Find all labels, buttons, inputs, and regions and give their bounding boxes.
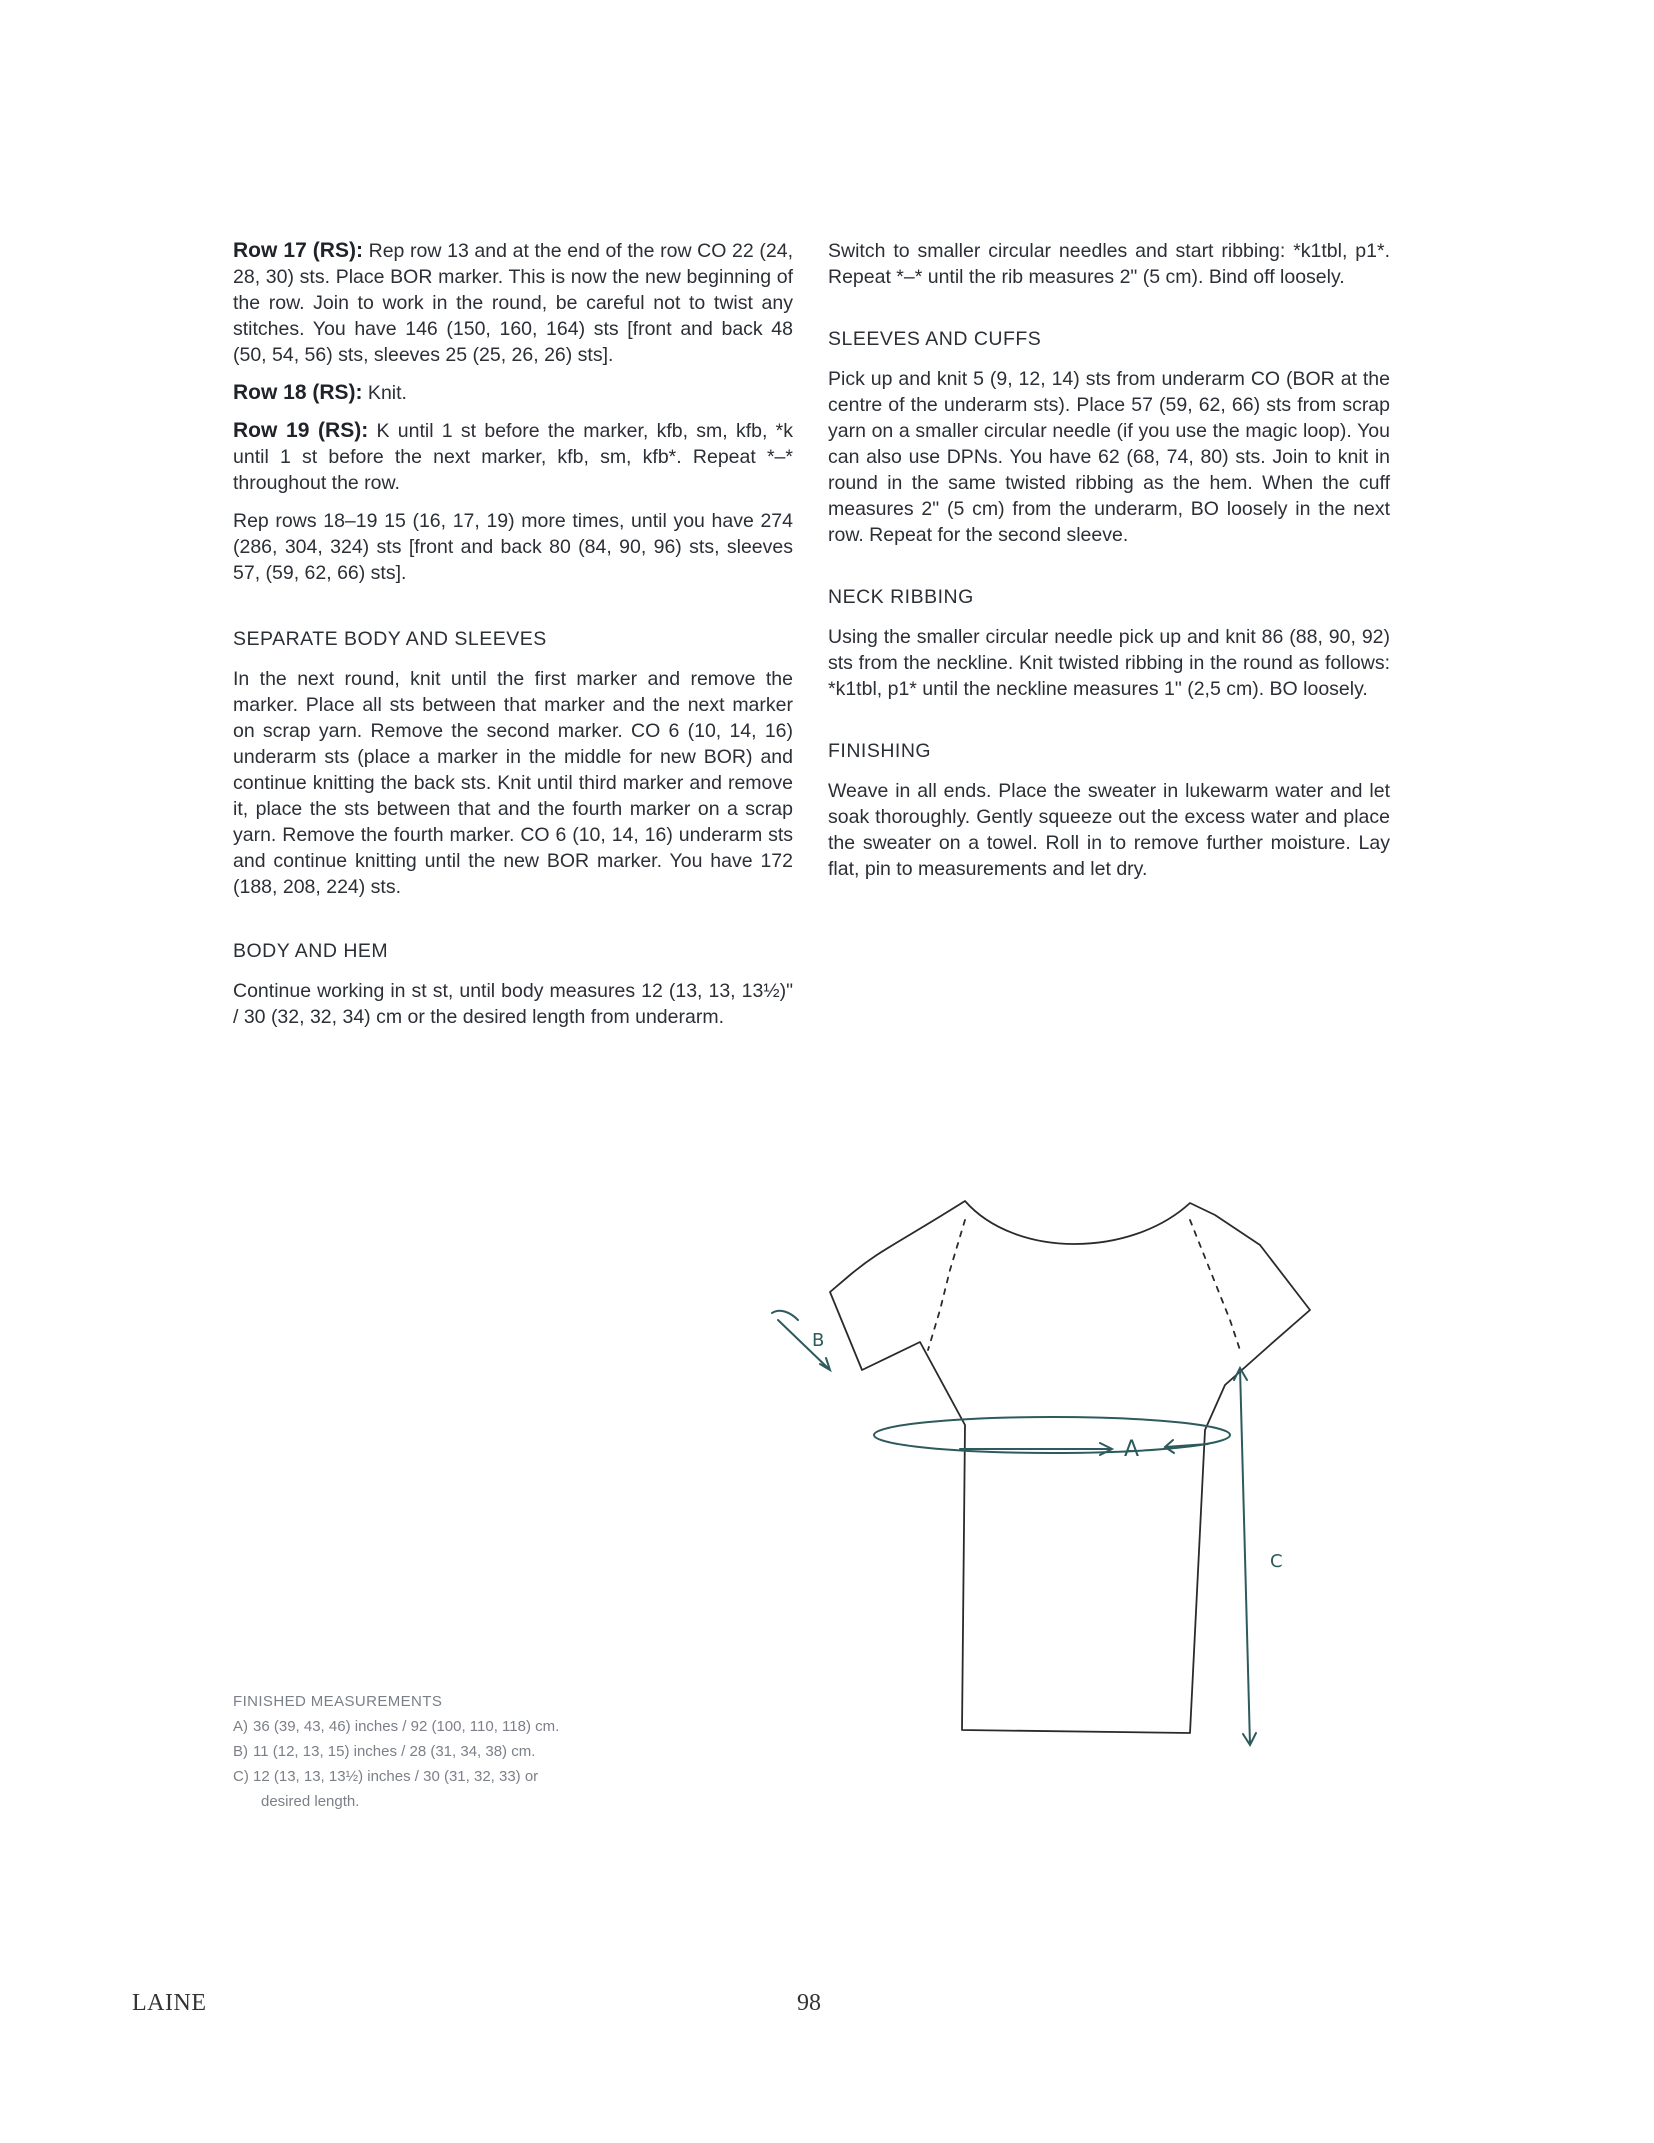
diagram-label-c: C: [1270, 1551, 1283, 1572]
finished-measurements: [233, 1689, 653, 1814]
sleeves-cuffs-paragraph: Pick up and knit 5 (9, 12, 14) sts from underarm CO (BOR at the centre of the underarm sts). Place 57 (59, 62, 66) sts from scrap yarn on a smaller circular needle (if you use the magic loop). You can also use DPNs. You have 62 (68, 74, 80) sts. Join to knit in round in the same twisted ribbing as the hem. When the cuff measures 2" (5 cm) from the underarm, BO loosely in the next row. Repeat for the second sleeve.: [828, 368, 1390, 546]
measurement-a-text: 36 (39, 43, 46) inches / 92 (100, 110, 118) cm.: [253, 1718, 560, 1735]
arrow-a-right: [1165, 1440, 1208, 1453]
row17-paragraph: [233, 238, 793, 368]
separate-body-heading: SEPARATE BODY AND SLEEVES: [233, 628, 547, 650]
row18-text: Knit.: [362, 382, 407, 404]
row19-text: K until 1 st before the marker, kfb, sm, kfb, *k until 1 st before the next marker, kfb, sm, kfb*. Repeat *–* throughout the row.: [233, 420, 793, 494]
right-column: [828, 238, 1390, 882]
row17-text: Rep row 13 and at the end of the row CO 22 (24, 28, 30) sts. Place BOR marker. This is now the new beginning of the row. Join to work in the round, be careful not to twist any stitches. You have 146 (150, 160, 164) sts [front and back 48 (50, 54, 56) sts, sleeves 25 (25, 26, 26) sts].: [233, 240, 793, 366]
footer-brand: LAINE: [132, 1990, 207, 2016]
rep-rows-paragraph: Rep rows 18–19 15 (16, 17, 19) more times, until you have 274 (286, 304, 324) sts [front and back 80 (84, 90, 96) sts, sleeves 57, (59, 62, 66) sts].: [233, 510, 793, 584]
raglan-seam-right: [1190, 1220, 1240, 1350]
measurement-c-text: 12 (13, 13, 13½) inches / 30 (31, 32, 33) or: [253, 1768, 539, 1785]
left-column: [233, 238, 793, 1030]
body-hem-paragraph: Continue working in st st, until body measures 12 (13, 13, 13½)" / 30 (32, 32, 34) cm or the desired length from underarm.: [233, 980, 793, 1028]
measurement-b: [233, 1739, 653, 1764]
separate-body-paragraph: In the next round, knit until the first marker and remove the marker. Place all sts between that marker and the next marker on scrap yarn. Remove the second marker. CO 6 (10, 14, 16) underarm sts (place a marker in the middle for new BOR) and continue knitting the back sts. Knit until third marker and remove it, place the sts between that and the fourth marker on a scrap yarn. Remove the fourth marker. CO 6 (10, 14, 16) underarm sts and continue knitting until the new BOR marker. You have 172 (188, 208, 224) sts.: [233, 668, 793, 898]
sweater-outline: [830, 1201, 1310, 1733]
diagram-label-a: A: [1124, 1437, 1140, 1462]
row18-paragraph: [233, 380, 793, 406]
body-hem-heading: BODY AND HEM: [233, 940, 389, 962]
measurement-a: [233, 1714, 653, 1739]
neck-ribbing-paragraph: Using the smaller circular needle pick up and knit 86 (88, 90, 92) sts from the neckline. Knit twisted ribbing in the round as follows: *k1tbl, p1* until the neckline measures 1" (2,5 cm). BO loosely.: [828, 626, 1390, 700]
finishing-paragraph: Weave in all ends. Place the sweater in lukewarm water and let soak thoroughly. Gently squeeze out the excess water and place the sweater on a towel. Roll in to remove further moisture. Lay flat, pin to measurements and let dry.: [828, 780, 1390, 880]
measurement-c-continued: desired length.: [261, 1793, 360, 1810]
measurement-b-text: 11 (12, 13, 15) inches / 28 (31, 34, 38) cm.: [253, 1743, 536, 1760]
measurements-title: FINISHED MEASUREMENTS: [233, 1693, 443, 1710]
chest-measure-ellipse: [874, 1417, 1230, 1453]
row19-label: Row 19 (RS):: [233, 419, 369, 442]
measurement-c-label: C): [233, 1768, 249, 1785]
row19-paragraph: [233, 418, 793, 496]
ribbing-paragraph: Switch to smaller circular needles and start ribbing: *k1tbl, p1*. Repeat *–* until the rib measures 2" (5 cm). Bind off loosely.: [828, 240, 1390, 288]
row18-label: Row 18 (RS):: [233, 381, 363, 404]
measurement-c: [233, 1764, 653, 1789]
page-number: 98: [797, 1990, 821, 2016]
neck-ribbing-heading: NECK RIBBING: [828, 586, 974, 608]
arrow-c: [1234, 1368, 1256, 1745]
row17-label: Row 17 (RS):: [233, 239, 363, 262]
measurement-a-label: A): [233, 1718, 248, 1735]
finishing-heading: FINISHING: [828, 740, 932, 762]
diagram-label-b: B: [812, 1330, 825, 1351]
sweater-schematic: [760, 1200, 1380, 1820]
sleeves-cuffs-heading: SLEEVES AND CUFFS: [828, 328, 1042, 350]
raglan-seam-left: [928, 1220, 965, 1350]
measurement-b-label: B): [233, 1743, 248, 1760]
